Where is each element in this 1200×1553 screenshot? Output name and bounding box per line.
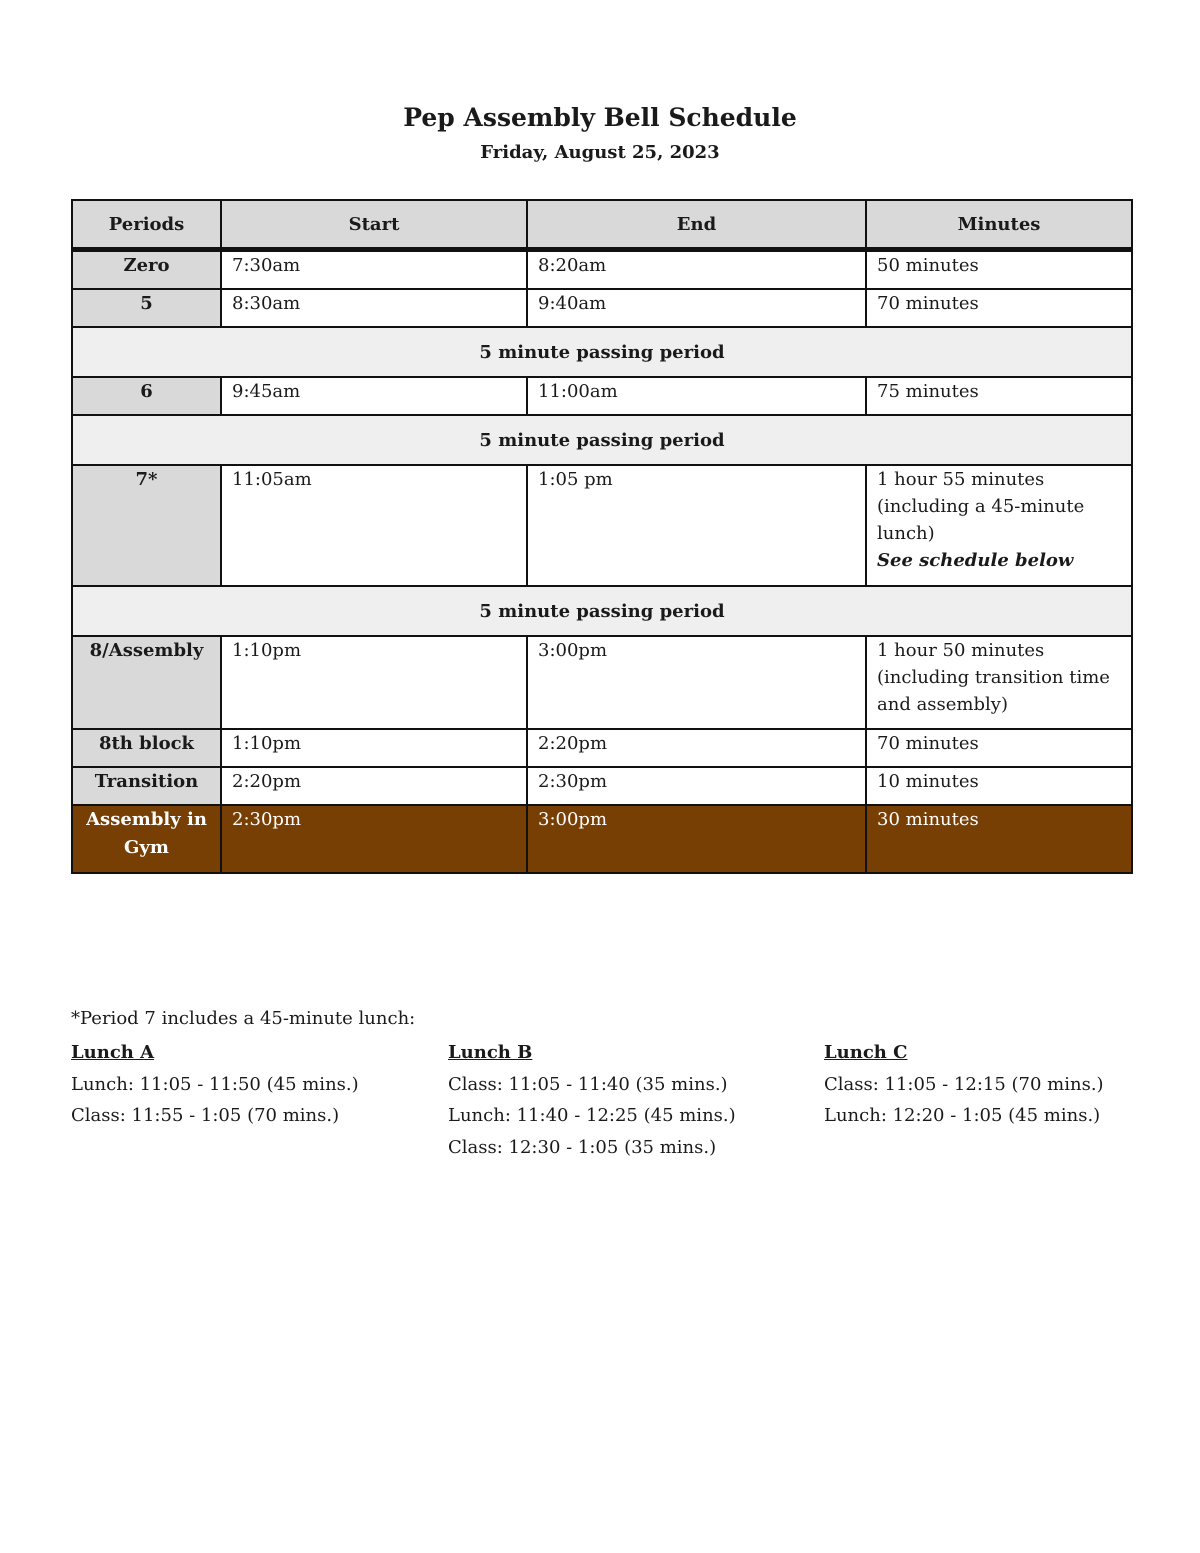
end-cell: 1:05 pm <box>527 465 866 586</box>
passing-period-label: 5 minute passing period <box>72 586 1132 636</box>
lunch-line: Class: 11:55 - 1:05 (70 mins.) <box>71 1105 340 1126</box>
page-subtitle: Friday, August 25, 2023 <box>480 142 720 163</box>
start-cell: 7:30am <box>221 250 527 290</box>
start-cell: 2:20pm <box>221 767 527 805</box>
passing-period-label: 5 minute passing period <box>72 327 1132 377</box>
table-row <box>72 289 1132 327</box>
start-cell: 2:30pm <box>221 805 527 873</box>
lunch-a-block <box>71 1037 359 1132</box>
minutes-cell: 70 minutes <box>866 729 1132 767</box>
table-row <box>72 250 1132 290</box>
period-cell: 7* <box>72 465 221 586</box>
lunch-b-block <box>448 1037 736 1163</box>
minutes-cell: 1 hour 50 minutes (including transition time and assembly) <box>866 636 1132 729</box>
period-cell: 8/Assembly <box>72 636 221 729</box>
lunch-c-block <box>824 1037 1104 1132</box>
start-cell: 1:10pm <box>221 729 527 767</box>
lunch-heading: Lunch C <box>824 1042 908 1063</box>
minutes-cell <box>866 465 1132 586</box>
end-cell: 11:00am <box>527 377 866 415</box>
start-cell: 9:45am <box>221 377 527 415</box>
end-cell: 3:00pm <box>527 805 866 873</box>
passing-period-label: 5 minute passing period <box>72 415 1132 465</box>
start-cell: 11:05am <box>221 465 527 586</box>
table-header-row <box>72 200 1132 250</box>
header-minutes: Minutes <box>866 200 1132 250</box>
table-row <box>72 377 1132 415</box>
end-cell: 8:20am <box>527 250 866 290</box>
minutes-cell: 75 minutes <box>866 377 1132 415</box>
lunch-heading: Lunch B <box>448 1042 533 1063</box>
lunch-line: Lunch: 11:40 - 12:25 (45 mins.) <box>448 1105 736 1126</box>
end-cell: 3:00pm <box>527 636 866 729</box>
bell-schedule-table <box>71 199 1133 874</box>
minutes-cell: 10 minutes <box>866 767 1132 805</box>
lunch-line: Class: 12:30 - 1:05 (35 mins.) <box>448 1136 717 1158</box>
page-title: Pep Assembly Bell Schedule <box>403 103 797 132</box>
period-cell: 5 <box>72 289 221 327</box>
table-row <box>72 729 1132 767</box>
lunch-line: Class: 11:05 - 11:40 (35 mins.) <box>448 1073 728 1095</box>
passing-period-row <box>72 327 1132 377</box>
lunch-heading: Lunch A <box>71 1042 155 1063</box>
period-cell: Assembly in Gym <box>72 805 221 873</box>
header-end: End <box>527 200 866 250</box>
header-periods: Periods <box>72 200 221 250</box>
period-cell: 6 <box>72 377 221 415</box>
period-cell: Zero <box>72 250 221 290</box>
start-cell: 8:30am <box>221 289 527 327</box>
minutes-cell: 70 minutes <box>866 289 1132 327</box>
table-row <box>72 465 1132 586</box>
minutes-cell: 30 minutes <box>866 805 1132 873</box>
end-cell: 9:40am <box>527 289 866 327</box>
table-row <box>72 767 1132 805</box>
see-schedule-note: See schedule below <box>877 550 1074 571</box>
lunch-line: Lunch: 11:05 - 11:50 (45 mins.) <box>71 1073 359 1095</box>
lunch-line: Class: 11:05 - 12:15 (70 mins.) <box>824 1073 1104 1095</box>
lunch-note: *Period 7 includes a 45-minute lunch: <box>71 1008 416 1029</box>
end-cell: 2:30pm <box>527 767 866 805</box>
period-cell: Transition <box>72 767 221 805</box>
lunch-line: Lunch: 12:20 - 1:05 (45 mins.) <box>824 1105 1101 1126</box>
header-start: Start <box>221 200 527 250</box>
passing-period-row <box>72 586 1132 636</box>
period-cell: 8th block <box>72 729 221 767</box>
start-cell: 1:10pm <box>221 636 527 729</box>
minutes-text: 1 hour 55 minutes (including a 45-minute lunch) <box>877 469 1085 544</box>
passing-period-row <box>72 415 1132 465</box>
table-row <box>72 636 1132 729</box>
minutes-cell: 50 minutes <box>866 250 1132 290</box>
assembly-row <box>72 805 1132 873</box>
end-cell: 2:20pm <box>527 729 866 767</box>
